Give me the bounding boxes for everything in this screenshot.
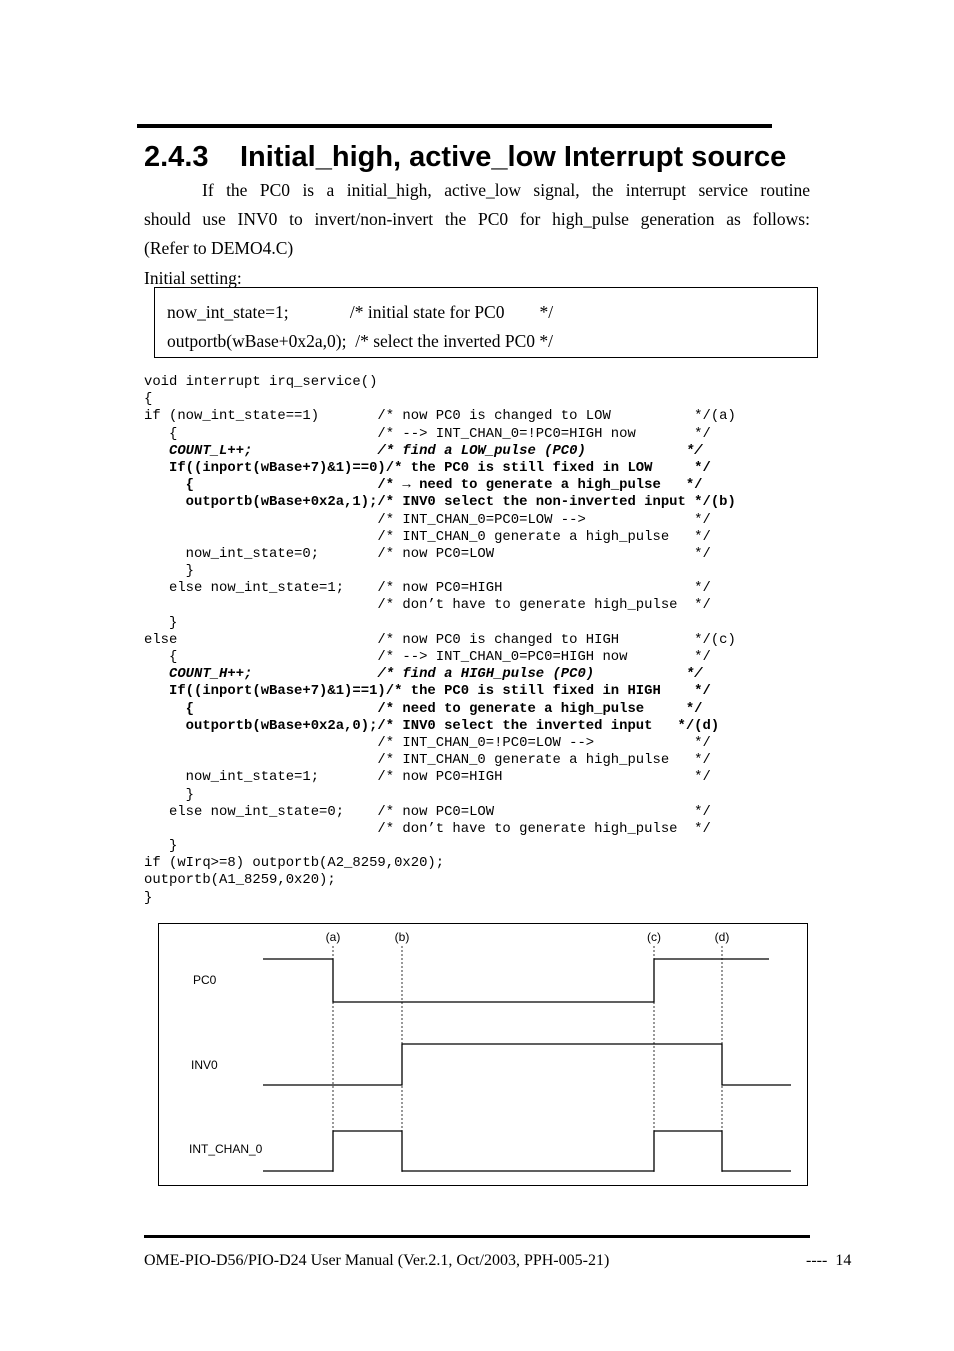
timing-diagram bbox=[158, 922, 809, 1187]
code-line: void interrupt irq_service() bbox=[144, 374, 378, 390]
intro-line: If the PC0 is a initial_high, active_low signal, the interrupt service routine bbox=[202, 180, 810, 200]
code-line: COUNT_H++; /* find a HIGH_pulse (PC0) */ bbox=[144, 666, 703, 683]
code-line: } bbox=[144, 889, 153, 906]
section-title: Initial_high, active_low Interrupt source bbox=[240, 141, 787, 173]
marker-label: (b) bbox=[394, 930, 410, 944]
code-line: } bbox=[144, 838, 178, 855]
initial-setting-line: now_int_state=1; /* initial state for PC0 */ bbox=[167, 302, 554, 322]
intro-line: (Refer to DEMO4.C) bbox=[144, 238, 294, 258]
marker-label: (d) bbox=[714, 930, 730, 944]
initial-setting-label: Initial setting: bbox=[144, 268, 242, 288]
code-line: now_int_state=1; /* now PC0=HIGH */ bbox=[144, 769, 711, 786]
code-line: outportb(A1_8259,0x20); bbox=[144, 872, 336, 889]
code-line: /* INT_CHAN_0=!PC0=LOW --> */ bbox=[144, 734, 711, 751]
code-line: { bbox=[144, 391, 153, 408]
top-rule bbox=[137, 124, 772, 128]
initial-setting-box bbox=[154, 287, 818, 358]
code-line: { /* → need to generate a high_pulse */ bbox=[144, 477, 703, 494]
code-line: /* INT_CHAN_0=PC0=LOW --> */ bbox=[144, 511, 711, 528]
page-number: ---- 14 bbox=[806, 1252, 852, 1269]
code-line: outportb(wBase+0x2a,1);/* INV0 select the non-inverted input */(b) bbox=[144, 494, 736, 511]
initial-setting-line: outportb(wBase+0x2a,0); /* select the inverted PC0 */ bbox=[167, 331, 554, 351]
code-line: COUNT_L++; /* find a LOW_pulse (PC0) */ bbox=[144, 442, 703, 459]
code-line: else /* now PC0 is changed to HIGH */(c) bbox=[144, 631, 736, 648]
section-number: 2.4.3 bbox=[144, 141, 209, 173]
signal-waveform bbox=[263, 1131, 791, 1171]
marker-label: (c) bbox=[647, 930, 661, 944]
signal-label: INT_CHAN_0 bbox=[189, 1142, 263, 1156]
code-line: /* INT_CHAN_0 generate a high_pulse */ bbox=[144, 752, 711, 769]
code-line: outportb(wBase+0x2a,0);/* INV0 select the inverted input */(d) bbox=[144, 717, 720, 734]
code-line: else now_int_state=0; /* now PC0=LOW */ bbox=[144, 803, 711, 820]
section-heading bbox=[144, 136, 786, 178]
code-listing bbox=[144, 374, 736, 907]
intro-line: should use INV0 to invert/non-invert the PC0 for high_pulse generation as follows: bbox=[144, 209, 810, 229]
code-line: If((inport(wBase+7)&1)==0)/* the PC0 is still fixed in LOW */ bbox=[144, 459, 711, 476]
code-line: { /* --> INT_CHAN_0=!PC0=HIGH now */ bbox=[144, 425, 711, 442]
timing-diagram-svg bbox=[158, 922, 809, 1187]
bottom-rule bbox=[144, 1235, 810, 1238]
code-line: else now_int_state=1; /* now PC0=HIGH */ bbox=[144, 580, 711, 597]
code-line: if (wIrq>=8) outportb(A2_8259,0x20); bbox=[144, 855, 445, 872]
marker-label: (a) bbox=[325, 930, 341, 944]
signal-waveform bbox=[263, 959, 769, 1002]
code-line: } bbox=[144, 786, 195, 803]
footer-text: OME-PIO-D56/PIO-D24 User Manual (Ver.2.1, Oct/2003, PPH-005-21) bbox=[144, 1252, 610, 1269]
code-line: now_int_state=0; /* now PC0=LOW */ bbox=[144, 545, 711, 562]
code-line: } bbox=[144, 563, 195, 580]
code-line: if (now_int_state==1) /* now PC0 is changed to LOW */(a) bbox=[144, 408, 736, 425]
signal-waveform bbox=[263, 1044, 791, 1085]
code-line: If((inport(wBase+7)&1)==1)/* the PC0 is still fixed in HIGH */ bbox=[144, 683, 711, 700]
code-line: } bbox=[144, 614, 178, 631]
code-line: /* don’t have to generate high_pulse */ bbox=[144, 820, 711, 837]
code-line: /* INT_CHAN_0 generate a high_pulse */ bbox=[144, 528, 711, 545]
signal-label: PC0 bbox=[193, 973, 217, 987]
code-line: { /* need to generate a high_pulse */ bbox=[144, 700, 703, 717]
signal-label: INV0 bbox=[191, 1058, 218, 1072]
code-line: /* don’t have to generate high_pulse */ bbox=[144, 597, 711, 614]
code-line: { /* --> INT_CHAN_0=PC0=HIGH now */ bbox=[144, 649, 711, 665]
intro-paragraph bbox=[144, 176, 810, 263]
